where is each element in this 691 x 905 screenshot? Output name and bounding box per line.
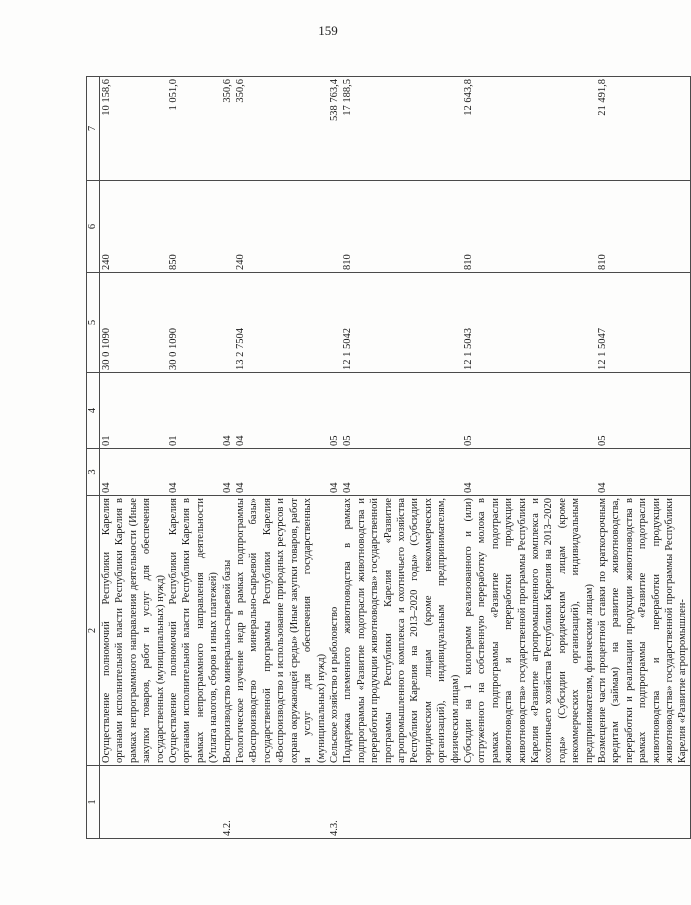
row-name: Поддержка племенного животноводства в рамках подпрограммы «Развитие подотрасли животноводства и переработки продукции животноводства» государственной программы Республики Карелия «Развитие агропромышленного комплекса и охотничьего хозяйства Республики Карелия на 2013–2020 годы» (Субсидии юридическим лицам (кроме некоммерческих организаций), индивидуальным предпринимателям, физическим лицам) [341, 496, 462, 766]
col-header-6: 6 [87, 181, 100, 273]
row-number [100, 766, 168, 839]
row-target-article: 12 1 5042 [341, 273, 462, 373]
row-target-article: 12 1 5043 [462, 273, 596, 373]
row-name: Воспроизводство минерально-сырьевой базы [221, 496, 234, 766]
row-expense-type: 240 [234, 181, 328, 273]
row-number [341, 766, 462, 839]
row-name: Возмещение части процентной ставки по краткосрочным кредитам (займам) на развитие животноводства, переработки и реализации продукции животноводства в рамках подпрограммы «Развитие подотрасли животноводства и переработки продукции животноводства» государственной программы Республики Карелия «Развитие агропромышлен- [596, 496, 690, 766]
row-amount: 538 763,4 [328, 77, 341, 181]
row-section: 04 [596, 449, 690, 496]
row-number [167, 766, 221, 839]
table-row [341, 77, 462, 839]
row-name: Субсидии на 1 килограмм реализованного и (или) отгруженного на собственную переработку молока в рамках подпрограммы «Развитие подотрасли животноводства и переработки продукции животноводства» государственной программы Республики Карелия «Развитие агропромышленного комплекса и охотничьего хозяйства Республики Карелия на 2013–2020 годы» (Субсидии юридическим лицам (кроме некоммерческих организаций), индивидуальным предпринимателям, физическим лицам) [462, 496, 596, 766]
page-number: 159 [318, 23, 338, 38]
row-name: Осуществление полномочий Республики Карелия органами исполнительной власти Республики Карелия в рамках непрограммного направления деятельности (Уплата налогов, сборов и иных платежей) [167, 496, 221, 766]
row-amount: 350,6 [221, 77, 234, 181]
row-amount: 12 643,8 [462, 77, 596, 181]
table-row [167, 77, 221, 839]
row-subsection: 01 [100, 373, 168, 449]
row-target-article: 30 0 1090 [100, 273, 168, 373]
row-number: 4.2. [221, 766, 234, 839]
row-target-article: 12 1 5047 [596, 273, 690, 373]
row-section: 04 [328, 449, 341, 496]
row-target-article [328, 273, 341, 373]
row-expense-type: 850 [167, 181, 221, 273]
row-amount: 21 491,8 [596, 77, 690, 181]
row-section: 04 [341, 449, 462, 496]
col-header-2: 2 [87, 496, 100, 766]
table-row [328, 77, 341, 839]
header-row [87, 77, 100, 839]
row-number [596, 766, 690, 839]
row-amount: 17 188,5 [341, 77, 462, 181]
row-subsection: 05 [596, 373, 690, 449]
col-header-4: 4 [87, 373, 100, 449]
row-number: 4.3. [328, 766, 341, 839]
row-subsection: 05 [328, 373, 341, 449]
table-row [234, 77, 328, 839]
row-amount: 10 158,6 [100, 77, 168, 181]
row-amount: 350,6 [234, 77, 328, 181]
budget-table [86, 76, 691, 839]
row-name: Сельское хозяйство и рыболовство [328, 496, 341, 766]
row-section: 04 [100, 449, 168, 496]
table-row [100, 77, 168, 839]
row-number [462, 766, 596, 839]
col-header-3: 3 [87, 449, 100, 496]
row-number [234, 766, 328, 839]
row-target-article: 13 2 7504 [234, 273, 328, 373]
col-header-1: 1 [87, 766, 100, 839]
table-row [221, 77, 234, 839]
table-row [596, 77, 690, 839]
table-row [462, 77, 596, 839]
row-expense-type: 810 [596, 181, 690, 273]
row-section: 04 [234, 449, 328, 496]
row-subsection: 05 [341, 373, 462, 449]
row-subsection: 04 [221, 373, 234, 449]
col-header-7: 7 [87, 77, 100, 181]
rotated-table-container [86, 77, 689, 839]
row-target-article [221, 273, 234, 373]
row-section: 04 [462, 449, 596, 496]
row-section: 04 [167, 449, 221, 496]
row-name: Осуществление полномочий Республики Карелия органами исполнительной власти Республики Карелия в рамках непрограммного направления деятельности (Иные закупки товаров, работ и услуг для обеспечения государственных (муниципальных) нужд) [100, 496, 168, 766]
row-expense-type: 810 [462, 181, 596, 273]
row-expense-type [328, 181, 341, 273]
col-header-5: 5 [87, 273, 100, 373]
row-amount: 1 051,0 [167, 77, 221, 181]
row-subsection: 04 [234, 373, 328, 449]
row-expense-type: 810 [341, 181, 462, 273]
row-subsection: 05 [462, 373, 596, 449]
row-section: 04 [221, 449, 234, 496]
row-expense-type [221, 181, 234, 273]
row-target-article: 30 0 1090 [167, 273, 221, 373]
row-subsection: 01 [167, 373, 221, 449]
row-name: Геологическое изучение недр в рамках подпрограммы «Воспроизводство минерально-сырьевой базы» государственной программы Республики Карелия «Воспроизводство и использование природных ресурсов и охрана окружающей среды» (Иные закупки товаров, работ и услуг для обеспечения государственных (муниципальных) нужд) [234, 496, 328, 766]
row-expense-type: 240 [100, 181, 168, 273]
